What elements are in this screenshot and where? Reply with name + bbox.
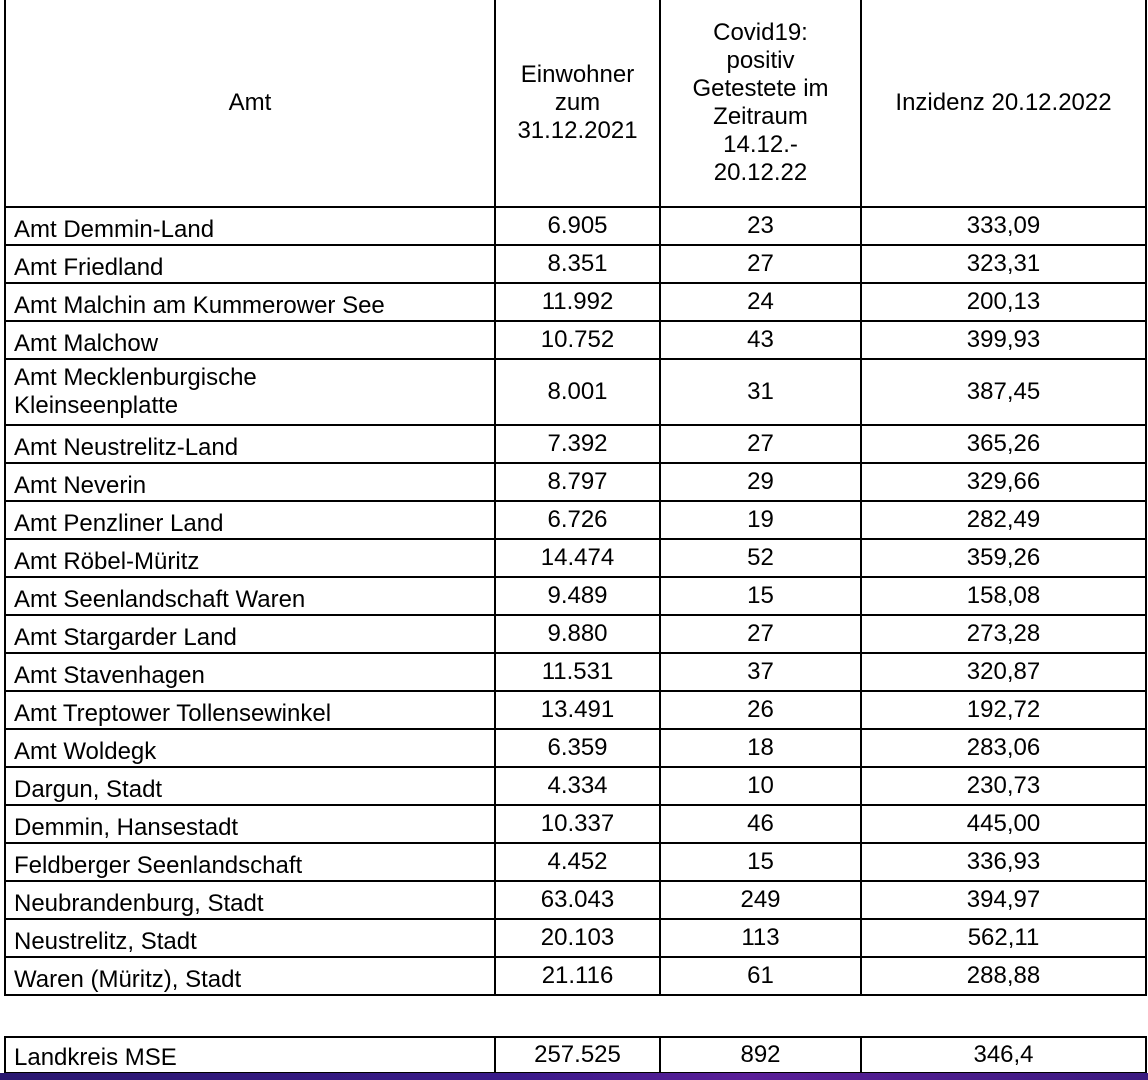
cell-inzidenz: 158,08 bbox=[861, 577, 1146, 615]
table-row bbox=[5, 843, 1146, 881]
cell-inzidenz: 562,11 bbox=[861, 919, 1146, 957]
cell-inzidenz: 323,31 bbox=[861, 245, 1146, 283]
summary-inzidenz: 346,4 bbox=[861, 1037, 1146, 1073]
table-row bbox=[5, 425, 1146, 463]
table-row bbox=[5, 245, 1146, 283]
summary-row bbox=[5, 1037, 1146, 1073]
cell-amt: Feldberger Seenlandschaft bbox=[5, 843, 495, 881]
cell-positiv: 31 bbox=[660, 359, 861, 425]
cell-positiv: 18 bbox=[660, 729, 861, 767]
cell-inzidenz: 282,49 bbox=[861, 501, 1146, 539]
cell-einwohner: 21.116 bbox=[495, 957, 660, 995]
cell-einwohner: 20.103 bbox=[495, 919, 660, 957]
table-row bbox=[5, 283, 1146, 321]
cell-inzidenz: 445,00 bbox=[861, 805, 1146, 843]
cell-inzidenz: 336,93 bbox=[861, 843, 1146, 881]
table-row bbox=[5, 957, 1146, 995]
cell-amt: Amt Demmin-Land bbox=[5, 207, 495, 245]
cell-inzidenz: 288,88 bbox=[861, 957, 1146, 995]
cell-inzidenz: 273,28 bbox=[861, 615, 1146, 653]
cell-positiv: 10 bbox=[660, 767, 861, 805]
cell-positiv: 26 bbox=[660, 691, 861, 729]
cell-inzidenz: 399,93 bbox=[861, 321, 1146, 359]
cell-positiv: 43 bbox=[660, 321, 861, 359]
cell-amt: Neubrandenburg, Stadt bbox=[5, 881, 495, 919]
cell-amt: Amt Woldegk bbox=[5, 729, 495, 767]
table-row bbox=[5, 577, 1146, 615]
cell-amt: Amt Seenlandschaft Waren bbox=[5, 577, 495, 615]
cell-einwohner: 6.726 bbox=[495, 501, 660, 539]
table-row bbox=[5, 805, 1146, 843]
summary-einwohner: 257.525 bbox=[495, 1037, 660, 1073]
table-row bbox=[5, 919, 1146, 957]
cell-einwohner: 14.474 bbox=[495, 539, 660, 577]
cell-amt: Waren (Müritz), Stadt bbox=[5, 957, 495, 995]
cell-einwohner: 4.334 bbox=[495, 767, 660, 805]
cell-positiv: 24 bbox=[660, 283, 861, 321]
cell-inzidenz: 200,13 bbox=[861, 283, 1146, 321]
cell-positiv: 23 bbox=[660, 207, 861, 245]
cell-amt: Demmin, Hansestadt bbox=[5, 805, 495, 843]
cell-einwohner: 11.992 bbox=[495, 283, 660, 321]
table-row bbox=[5, 653, 1146, 691]
summary-positiv: 892 bbox=[660, 1037, 861, 1073]
cell-einwohner: 9.880 bbox=[495, 615, 660, 653]
cell-amt: Amt Penzliner Land bbox=[5, 501, 495, 539]
cell-inzidenz: 320,87 bbox=[861, 653, 1146, 691]
header-inzidenz: Inzidenz 20.12.2022 bbox=[861, 0, 1146, 207]
cell-positiv: 15 bbox=[660, 577, 861, 615]
cell-amt: Dargun, Stadt bbox=[5, 767, 495, 805]
table-row bbox=[5, 767, 1146, 805]
summary-amt: Landkreis MSE bbox=[5, 1037, 495, 1073]
cell-positiv: 27 bbox=[660, 425, 861, 463]
cell-inzidenz: 333,09 bbox=[861, 207, 1146, 245]
table-row bbox=[5, 501, 1146, 539]
cell-positiv: 15 bbox=[660, 843, 861, 881]
cell-positiv: 113 bbox=[660, 919, 861, 957]
cell-positiv: 29 bbox=[660, 463, 861, 501]
cell-positiv: 19 bbox=[660, 501, 861, 539]
table-row bbox=[5, 207, 1146, 245]
header-positiv-getestete: Covid19: positiv Getestete im Zeitraum 14.12.- 20.12.22 bbox=[660, 0, 861, 207]
header-row bbox=[5, 0, 1146, 207]
table-row bbox=[5, 615, 1146, 653]
incidence-table bbox=[4, 0, 1147, 996]
cell-positiv: 27 bbox=[660, 245, 861, 283]
cell-amt: Amt Neustrelitz-Land bbox=[5, 425, 495, 463]
cell-einwohner: 11.531 bbox=[495, 653, 660, 691]
cell-inzidenz: 283,06 bbox=[861, 729, 1146, 767]
cell-einwohner: 9.489 bbox=[495, 577, 660, 615]
cell-positiv: 46 bbox=[660, 805, 861, 843]
cell-einwohner: 4.452 bbox=[495, 843, 660, 881]
cell-positiv: 61 bbox=[660, 957, 861, 995]
cell-positiv: 249 bbox=[660, 881, 861, 919]
cell-einwohner: 8.001 bbox=[495, 359, 660, 425]
cell-inzidenz: 394,97 bbox=[861, 881, 1146, 919]
cell-einwohner: 8.351 bbox=[495, 245, 660, 283]
cell-amt: Amt Stargarder Land bbox=[5, 615, 495, 653]
table-row bbox=[5, 359, 1146, 425]
table-row bbox=[5, 321, 1146, 359]
table-row bbox=[5, 729, 1146, 767]
cell-amt: Amt Malchow bbox=[5, 321, 495, 359]
cell-einwohner: 6.359 bbox=[495, 729, 660, 767]
cell-inzidenz: 329,66 bbox=[861, 463, 1146, 501]
cell-amt: Amt Neverin bbox=[5, 463, 495, 501]
cell-positiv: 37 bbox=[660, 653, 861, 691]
cell-amt: Amt Treptower Tollensewinkel bbox=[5, 691, 495, 729]
cell-einwohner: 13.491 bbox=[495, 691, 660, 729]
cell-einwohner: 10.752 bbox=[495, 321, 660, 359]
table-row bbox=[5, 463, 1146, 501]
table-row bbox=[5, 881, 1146, 919]
cell-amt: Amt Röbel-Müritz bbox=[5, 539, 495, 577]
cell-inzidenz: 359,26 bbox=[861, 539, 1146, 577]
cell-amt: Amt Stavenhagen bbox=[5, 653, 495, 691]
cell-einwohner: 8.797 bbox=[495, 463, 660, 501]
bottom-bar bbox=[0, 1073, 1148, 1080]
cell-einwohner: 10.337 bbox=[495, 805, 660, 843]
cell-positiv: 52 bbox=[660, 539, 861, 577]
cell-amt: Neustrelitz, Stadt bbox=[5, 919, 495, 957]
cell-einwohner: 63.043 bbox=[495, 881, 660, 919]
header-amt: Amt bbox=[5, 0, 495, 207]
cell-positiv: 27 bbox=[660, 615, 861, 653]
summary-table bbox=[4, 1036, 1147, 1074]
cell-inzidenz: 365,26 bbox=[861, 425, 1146, 463]
cell-amt: Amt Malchin am Kummerower See bbox=[5, 283, 495, 321]
header-einwohner: Einwohner zum 31.12.2021 bbox=[495, 0, 660, 207]
cell-amt: Amt Friedland bbox=[5, 245, 495, 283]
table-row bbox=[5, 539, 1146, 577]
cell-inzidenz: 387,45 bbox=[861, 359, 1146, 425]
cell-einwohner: 6.905 bbox=[495, 207, 660, 245]
table-row bbox=[5, 691, 1146, 729]
cell-einwohner: 7.392 bbox=[495, 425, 660, 463]
cell-inzidenz: 230,73 bbox=[861, 767, 1146, 805]
cell-amt: Amt Mecklenburgische Kleinseenplatte bbox=[5, 359, 495, 425]
cell-inzidenz: 192,72 bbox=[861, 691, 1146, 729]
